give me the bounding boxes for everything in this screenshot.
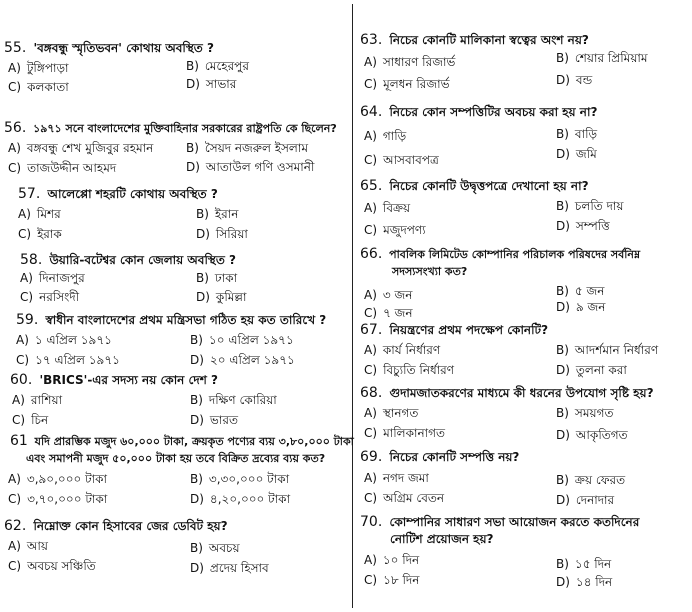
option-d: D) জমি [556, 147, 597, 161]
question-text [4, 252, 349, 269]
option-c: C) ১৭ এপ্রিল ১৯৭১ [16, 353, 120, 367]
option-a: A) গাড়ি [364, 129, 407, 143]
question-number: 56. [4, 120, 27, 136]
question-64 [360, 104, 690, 167]
question-body: আলেপ্পো শহরটি কোথায় অবস্থিত ? [47, 187, 218, 201]
option-a: A) সাধারণ রিজার্ভ [364, 55, 456, 69]
question-69 [360, 449, 690, 507]
question-text [360, 246, 690, 263]
option-c: C) ১৮ দিন [364, 573, 420, 587]
question-text [4, 312, 349, 329]
option-c: C) অগ্রিম বেতন [364, 491, 445, 505]
question-body: স্বাধীন বাংলাদেশের প্রথম মন্ত্রিসভা গঠিত হয় কত তারিখে ? [45, 313, 327, 327]
option-c: C) ৩,৭০,০০০ টাকা [8, 492, 108, 506]
question-text [360, 322, 690, 339]
question-number: 64. [360, 104, 383, 120]
option-b: B) দক্ষিণ কোরিয়া [190, 393, 277, 407]
option-d: D) দেনাদার [556, 493, 615, 507]
option-d: D) ২০ এপ্রিল ১৯৭১ [190, 353, 295, 367]
option-b: B) ৩,৩০,০০০ টাকা [190, 472, 290, 486]
option-b: B) ইরান [196, 207, 239, 221]
options [4, 390, 349, 428]
option-b: B) ঢাকা [196, 271, 238, 285]
options [4, 138, 349, 176]
option-c: C) ইরাক [18, 227, 62, 241]
question-body: পাবলিক লিমিটেড কোম্পানির পরিচালক পরিষদের সর্বনিম্ন [389, 248, 641, 261]
option-c: C) তাজউদ্দীন আহমদ [8, 161, 117, 175]
option-d: D) তুলনা করা [556, 363, 627, 377]
options [360, 403, 690, 443]
option-c: C) মূলধন রিজার্ভ [364, 77, 450, 91]
option-d: D) ৯ জন [556, 300, 606, 314]
question-text [360, 449, 690, 466]
question-55 [4, 40, 349, 96]
options [360, 122, 690, 167]
option-a: A) ৩,৯০,০০০ টাকা [8, 472, 108, 486]
option-c: C) ৭ জন [364, 306, 413, 320]
option-a: A) নগদ জমা [364, 471, 429, 485]
option-b: B) সৈয়দ নজরুল ইসলাম [186, 141, 309, 155]
question-58 [4, 252, 349, 308]
question-number: 70. [360, 514, 383, 530]
question-text [4, 120, 349, 137]
option-d: D) প্রদেয় হিসাব [190, 561, 269, 575]
question-number: 67. [360, 322, 383, 338]
option-a: A) রাশিয়া [12, 393, 63, 407]
option-c: C) আসবাবপত্র [364, 153, 439, 167]
option-b: B) ১৫ দিন [556, 557, 612, 571]
question-number: 55. [4, 40, 27, 56]
question-body: উয়ারি-বটেশ্বর কোন জেলায় অবস্থিত ? [49, 253, 236, 267]
question-body: 'বঙ্গবন্ধু স্মৃতিভবন' কোথায় অবস্থিত ? [33, 41, 214, 55]
question-57 [4, 186, 349, 242]
option-b: B) মেহেরপুর [186, 59, 249, 73]
options [4, 536, 349, 576]
option-b: B) চলতি দায় [556, 199, 624, 213]
question-text [4, 518, 349, 535]
option-d: D) বন্ড [556, 73, 593, 87]
question-68 [360, 385, 690, 443]
question-66 [360, 246, 690, 321]
options [4, 270, 349, 308]
option-b: B) শেয়ার প্রিমিয়াম [556, 51, 648, 65]
question-number: 66. [360, 246, 383, 262]
question-60 [4, 372, 349, 428]
question-text-line-2: এবং সমাপনী মজুদ ৫০,০০০ টাকা হয় তবে বিক্রিত দ্রব্যের ব্যয় কত? [26, 452, 326, 465]
question-text-line-2: সদস্যসংখ্যা কত? [392, 265, 468, 278]
question-56 [4, 120, 349, 176]
question-number: 61 [10, 433, 28, 449]
option-b: B) ক্রয় ফেরত [556, 473, 626, 487]
question-61 [4, 433, 354, 508]
option-b: B) আদর্শমান নির্ধারণ [556, 343, 659, 357]
option-d: D) ভারত [190, 413, 238, 427]
question-70 [360, 514, 690, 589]
question-text [4, 186, 349, 203]
option-a: A) আয় [8, 539, 48, 553]
question-body: ১৯৭১ সনে বাংলাদেশের মুক্তিবাহিনার সরকারের রাষ্ট্রপতি কে ছিলেন? [33, 122, 337, 135]
option-b: B) বাড়ি [556, 127, 598, 141]
question-text [360, 178, 690, 195]
question-text [4, 372, 349, 389]
option-a: A) ১০ দিন [364, 553, 420, 567]
question-text [360, 104, 690, 121]
option-c: C) নরসিংদী [20, 290, 80, 304]
option-c: C) অবচয় সঞ্চিতি [8, 559, 96, 573]
question-62 [4, 518, 349, 576]
question-number: 62. [4, 518, 27, 534]
options [4, 468, 349, 508]
options [360, 281, 690, 321]
question-text [4, 433, 354, 450]
option-c: C) মজুদপণ্য [364, 223, 426, 237]
option-c: C) চিন [12, 413, 49, 427]
question-number: 58. [20, 252, 43, 268]
option-a: A) ১ এপ্রিল ১৯৭১ [16, 333, 112, 347]
question-number: 69. [360, 449, 383, 465]
options [360, 467, 690, 507]
option-a: A) মিশর [18, 207, 61, 221]
question-number: 57. [18, 186, 41, 202]
option-b: B) সময়গত [556, 406, 614, 420]
option-a: A) ৩ জন [364, 288, 413, 302]
question-body: 'BRICS'-এর সদস্য নয় কোন দেশ ? [39, 373, 218, 387]
question-body: নিচের কোন সম্পত্তিটির অবচয় করা হয় না? [389, 105, 598, 119]
option-d: D) ১৪ দিন [556, 575, 613, 589]
option-d: D) ৪,২০,০০০ টাকা [190, 492, 291, 506]
option-c: C) বিচ্যুতি নির্ধারণ [364, 363, 455, 377]
option-b: B) অবচয় [190, 541, 240, 555]
options [360, 196, 690, 236]
option-c: C) কলকাতা [8, 80, 69, 94]
option-a: A) টুঙ্গিপাড়া [8, 61, 69, 75]
question-number: 63. [360, 32, 383, 48]
options [4, 204, 349, 242]
options [4, 58, 349, 96]
question-63 [360, 32, 690, 90]
question-text [360, 32, 690, 49]
options [360, 340, 690, 380]
option-b: B) ১০ এপ্রিল ১৯৭১ [190, 333, 294, 347]
option-d: D) সিরিয়া [196, 227, 248, 241]
question-59 [4, 312, 349, 368]
option-d: D) কুমিল্লা [196, 290, 247, 304]
question-body: নিচের কোনটি উদ্বৃত্তপত্রে দেখানো হয় না? [389, 179, 589, 193]
option-c: C) মালিকানাগত [364, 426, 445, 440]
option-a: A) বিক্রয় [364, 201, 411, 215]
question-text [360, 385, 690, 402]
question-text-line-2: নোটিশ প্রয়োজন হয়? [390, 532, 494, 546]
question-text [4, 40, 349, 57]
question-number: 68. [360, 385, 383, 401]
option-a: A) বঙ্গবন্ধু শেখ মুজিবুর রহমান [8, 141, 154, 155]
question-number: 59. [16, 312, 39, 328]
question-body: নিচের কোনটি সম্পত্তি নয়? [389, 450, 520, 464]
question-text [360, 514, 690, 531]
option-a: A) স্থানগত [364, 406, 419, 420]
question-body: নিচের কোনটি মালিকানা স্বত্বের অংশ নয়? [389, 33, 589, 47]
option-a: A) কার্য নির্ধারণ [364, 343, 441, 357]
option-d: D) সম্পত্তি [556, 219, 610, 233]
question-number: 60. [10, 372, 33, 388]
option-a: A) দিনাজপুর [20, 271, 85, 285]
options [360, 50, 690, 90]
question-body: গুদামজাতকরণের মাধ্যমে কী ধরনের উপযোগ সৃষ্টি হয়? [389, 386, 654, 400]
options [4, 330, 349, 368]
option-d: D) সাভার [186, 77, 237, 91]
option-d: D) আতাউল গণি ওসমানী [186, 160, 315, 174]
option-d: D) আকৃতিগত [556, 428, 628, 442]
question-body: নিয়ন্ত্রণের প্রথম পদক্ষেপ কোনটি? [389, 323, 549, 337]
column-divider [352, 4, 353, 608]
question-67 [360, 322, 690, 380]
question-body: নিম্নোক্ত কোন হিসাবের জের ডেবিট হয়? [33, 519, 228, 533]
question-number: 65. [360, 178, 383, 194]
question-body: যদি প্রারম্ভিক মজুদ ৬০,০০০ টাকা, ক্রয়কৃত পণ্যের ব্যয় ৩,৮০,০০০ টাকা [34, 435, 354, 448]
option-b: B) ৫ জন [556, 284, 605, 298]
question-body: কোম্পানির সাধারণ সভা আয়োজন করতে কতদিনের [389, 515, 640, 529]
question-65 [360, 178, 690, 236]
options [360, 549, 690, 589]
